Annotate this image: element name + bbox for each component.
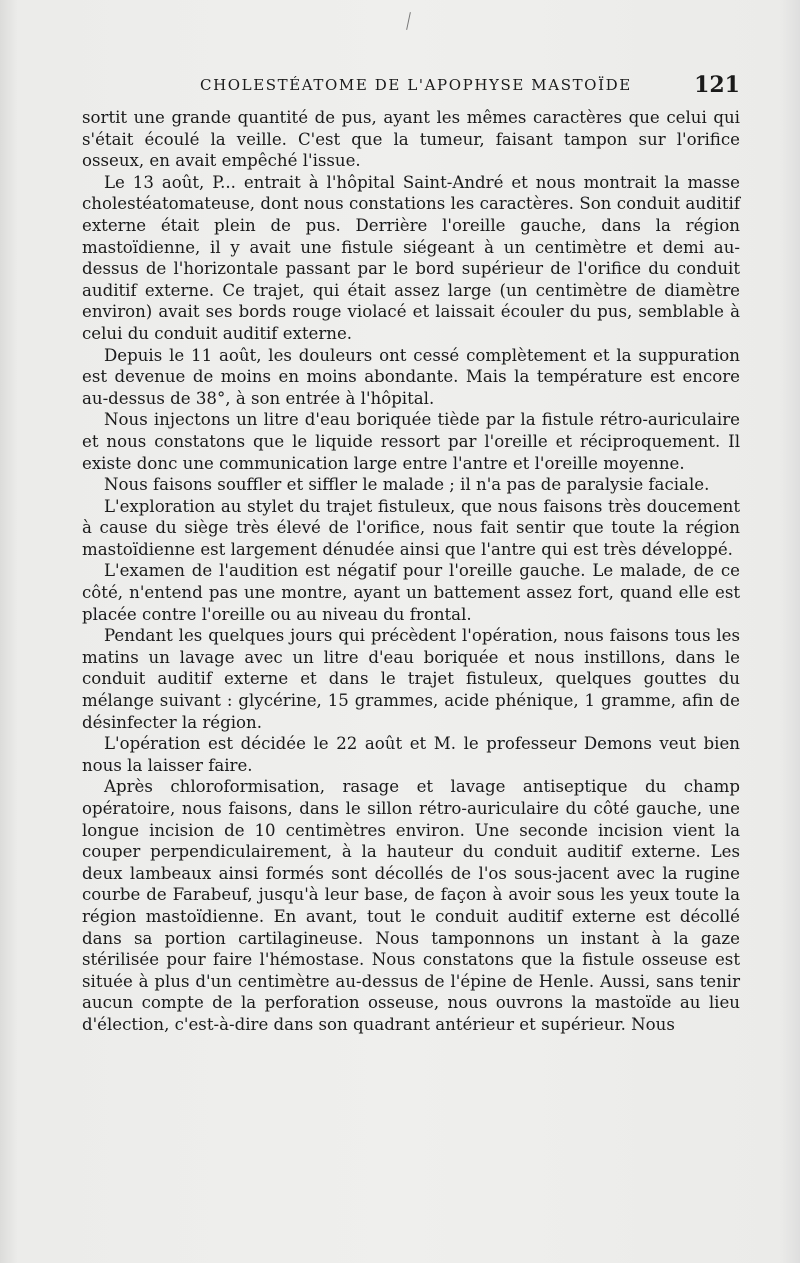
paragraph: Nous injectons un litre d'eau boriquée tiède par la fistule rétro-auriculaire et nous constatons que le liquide ressort par l'oreille et réciproquement. Il existe donc une communication large entre l'antre et l'oreille moyenne.	[82, 410, 740, 473]
paragraph: Le 13 août, P... entrait à l'hôpital Saint-André et nous montrait la masse cholestéatomateuse, dont nous constations les caractères. Son conduit auditif externe était plein de pus. Derrière l'oreille gauche, dans la région mastoïdienne, il y avait une fistule siégeant à un centimètre et demi au-dessus de l'horizontale passant par le bord supérieur de l'orifice du conduit auditif externe. Ce trajet, qui était assez large (un centimètre de diamètre environ) avait ses bords rouge violacé et laissait écouler du pus, semblable à celui du conduit auditif externe.	[82, 172, 740, 343]
paragraph: L'exploration au stylet du trajet fistuleux, que nous faisons très doucement à cause du siège très élevé de l'orifice, nous fait sentir que toute la région mastoïdienne est largement dénudée ainsi que l'antre qui est très développé.	[82, 496, 740, 559]
running-title: CHOLESTÉATOME DE L'APOPHYSE MASTOÏDE	[200, 76, 632, 94]
paragraph: sortit une grande quantité de pus, ayant les mêmes caractères que celui qui s'était écoulé la veille. C'est que la tumeur, faisant tampon sur l'orifice osseux, en avait empêché l'issue.	[82, 108, 740, 171]
paragraph: Pendant les quelques jours qui précèdent l'opération, nous faisons tous les matins un lavage avec un litre d'eau boriquée et nous instillons, dans le conduit auditif externe et dans le trajet fistuleux, quelques gouttes du mélange suivant : glycérine, 15 grammes, acide phénique, 1 gramme, afin de désinfecter la région.	[82, 626, 740, 732]
paragraph: L'opération est décidée le 22 août et M. le professeur Demons veut bien nous la laisser faire.	[82, 734, 740, 775]
page-number: 121	[694, 72, 740, 98]
paragraph: Après chloroformisation, rasage et lavage antiseptique du champ opératoire, nous faisons, dans le sillon rétro-auriculaire du côté gauche, une longue incision de 10 centimètres environ. Une seconde incision vient la couper perpendiculairement, à la hauteur du conduit auditif externe. Les deux lambeaux ainsi formés sont décollés de l'os sous-jacent avec la rugine courbe de Farabeuf, jusqu'à leur base, de façon à avoir sous les yeux toute la région mastoïdienne. En avant, tout le conduit auditif externe est décollé dans sa portion cartilagineuse. Nous tamponnons un instant à la gaze stérilisée pour faire l'hémostase. Nous constatons que la fistule osseuse est située à plus d'un centimètre au-dessus de l'épine de Henle. Aussi, sans tenir aucun compte de la perforation osseuse, nous ouvrons la mastoïde au lieu d'élection, c'est-à-dire dans son quadrant antérieur et supérieur. Nous	[82, 777, 740, 1034]
paragraph: Nous faisons souffler et siffler le malade ; il n'a pas de paralysie faciale.	[104, 475, 710, 495]
paragraph: L'examen de l'audition est négatif pour l'oreille gauche. Le malade, de ce côté, n'entend pas une montre, ayant un battement assez fort, quand elle est placée contre l'oreille ou au niveau du frontal.	[82, 561, 740, 624]
page-header	[82, 72, 740, 100]
body-text	[82, 107, 740, 1036]
ink-mark	[406, 12, 411, 30]
paragraph: Depuis le 11 août, les douleurs ont cessé complètement et la suppuration est devenue de moins en moins abondante. Mais la température est encore au-dessus de 38°, à son entrée à l'hôpital.	[82, 345, 740, 408]
